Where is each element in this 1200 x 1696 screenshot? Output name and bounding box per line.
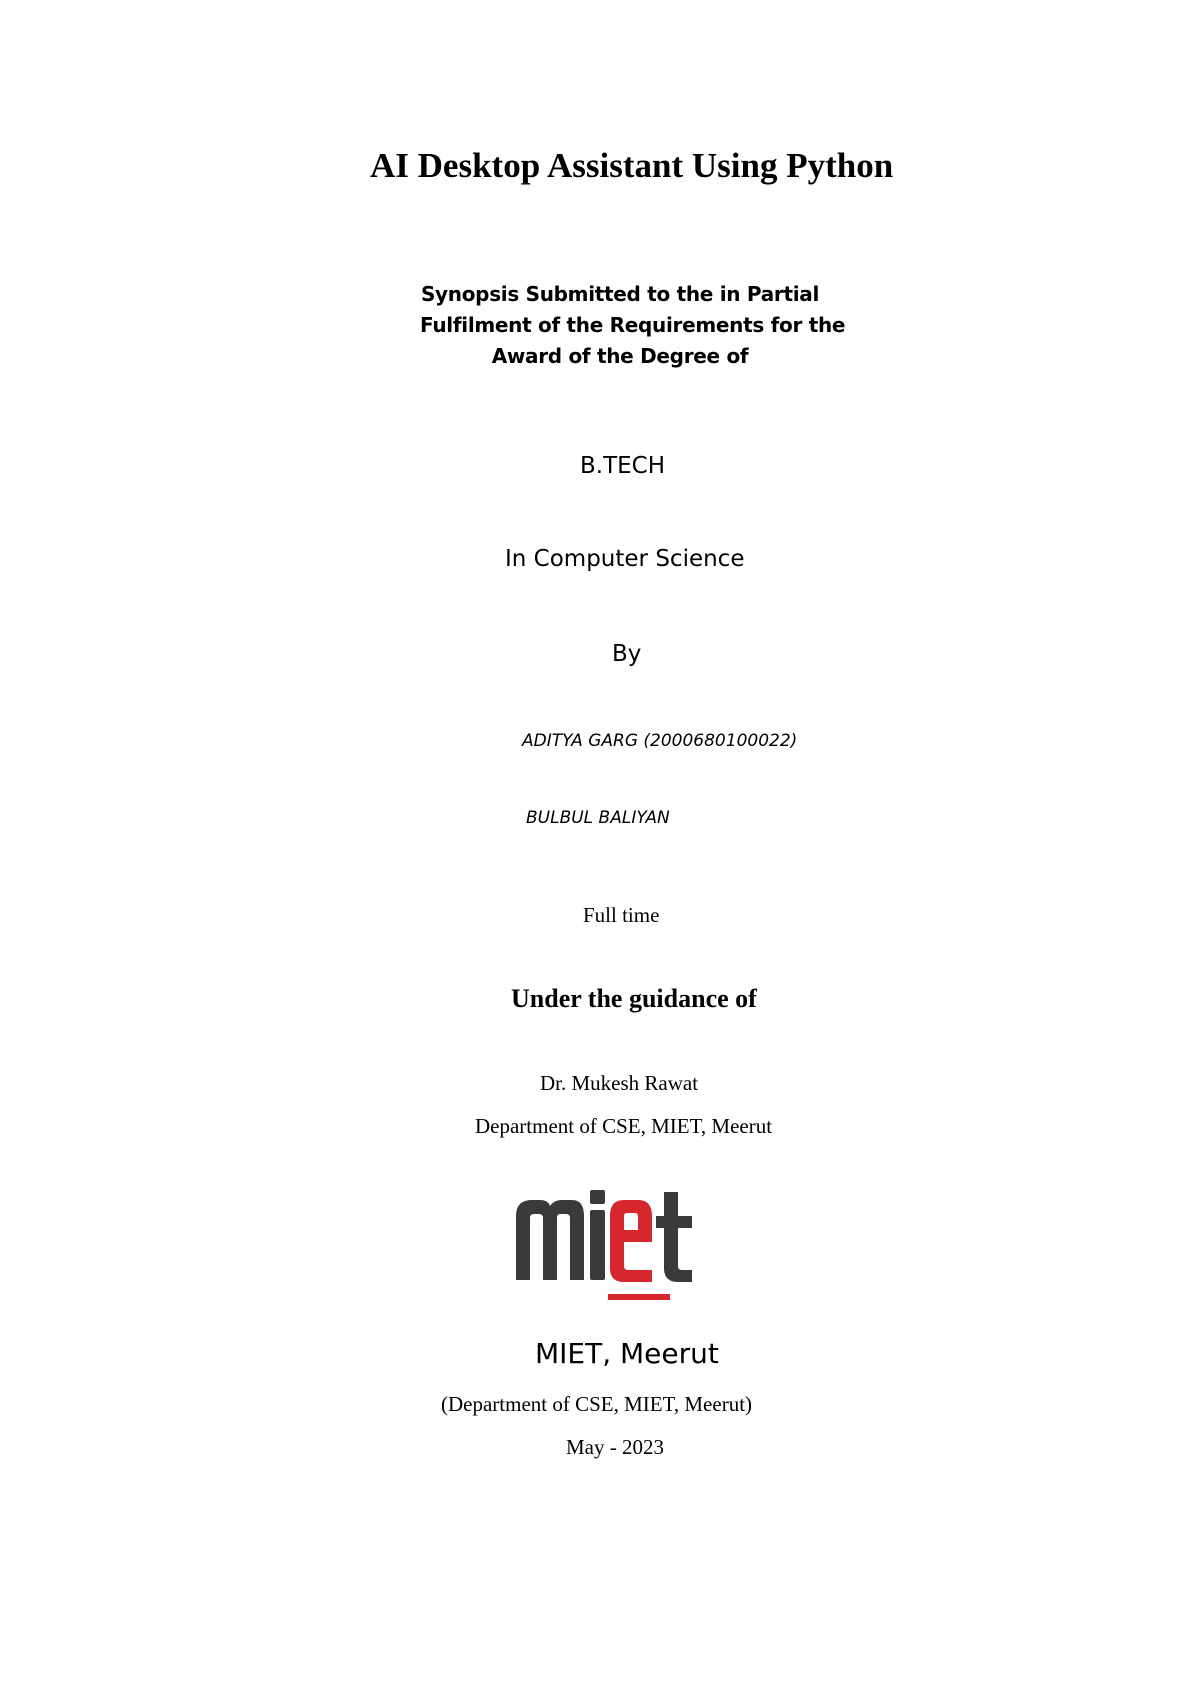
institution-name: MIET, Meerut [535, 1337, 719, 1370]
guidance-heading: Under the guidance of [511, 984, 757, 1013]
degree-branch: In Computer Science [505, 546, 745, 572]
synopsis-line: Synopsis Submitted to the in Partial [420, 282, 820, 306]
miet-logo [512, 1186, 696, 1306]
synopsis-line: Award of the Degree of [491, 344, 749, 368]
guide-name: Dr. Mukesh Rawat [540, 1071, 699, 1095]
by-label: By [612, 641, 642, 667]
study-mode: Full time [583, 903, 660, 927]
department-line: (Department of CSE, MIET, Meerut) [441, 1392, 753, 1416]
synopsis-line: Fulfilment of the Requirements for the [420, 313, 846, 337]
student-name: ADITYA GARG (2000680100022) [522, 731, 798, 751]
synopsis-statement [420, 279, 846, 372]
degree-name: B.TECH [580, 453, 666, 479]
document-title: AI Desktop Assistant Using Python [370, 146, 894, 185]
guide-department: Department of CSE, MIET, Meerut [475, 1114, 773, 1138]
student-name: BULBUL BALIYAN [526, 808, 670, 828]
submission-date: May - 2023 [566, 1435, 664, 1459]
